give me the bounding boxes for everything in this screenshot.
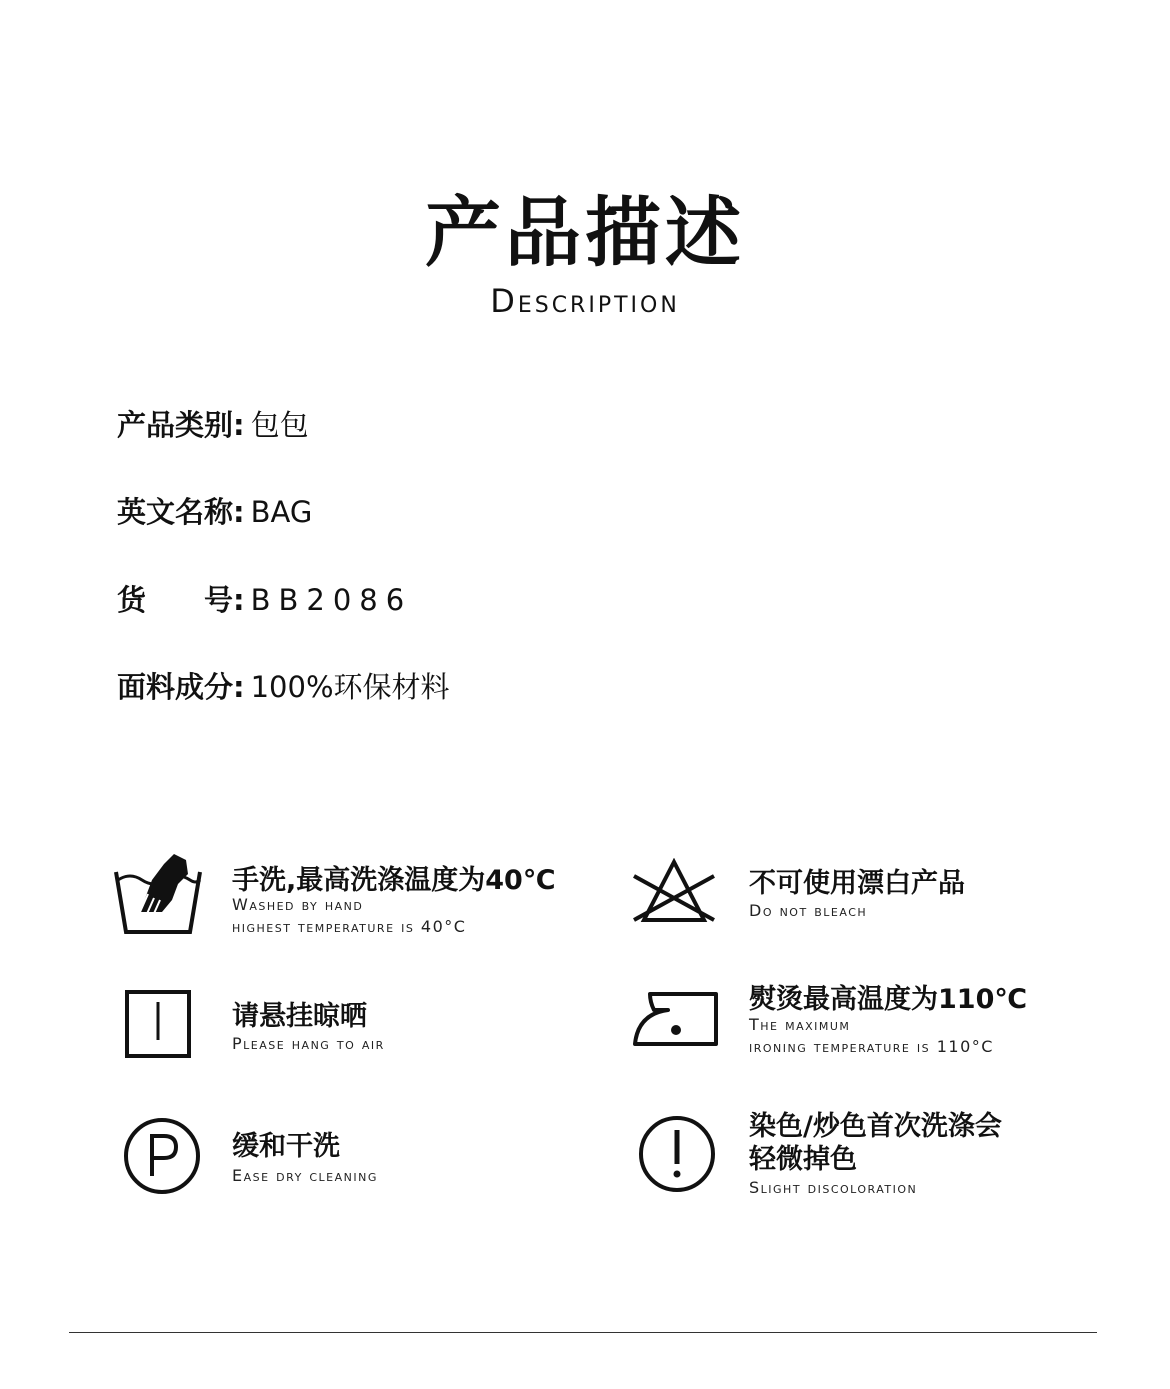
spec-row-category (117, 403, 309, 444)
spec-value: BAG (250, 495, 313, 529)
no-bleach-icon (630, 858, 718, 924)
care-subtitle: Please hang to air (232, 1034, 385, 1053)
spec-value: BB2086 (250, 583, 413, 617)
care-title: 熨烫最高温度为110℃ (749, 984, 1028, 1015)
caution-icon (637, 1114, 717, 1194)
spec-label: 产品类别: (117, 408, 245, 442)
iron-icon (632, 990, 720, 1048)
spec-row-item-number (117, 578, 412, 619)
care-title: 请悬挂晾晒 (232, 1001, 367, 1032)
care-subtitle: Slight discoloration (749, 1178, 918, 1197)
spec-label: 面料成分: (117, 670, 245, 704)
hang-dry-icon (125, 990, 191, 1058)
spec-value: 100%环保材料 (250, 670, 450, 704)
care-title: 缓和干洗 (232, 1131, 340, 1162)
spec-row-english-name (117, 490, 312, 531)
care-subtitle: The maximum (749, 1015, 851, 1034)
care-subtitle: Washed by hand (232, 895, 364, 914)
spec-value: 包包 (250, 408, 309, 442)
care-subtitle: Ease dry cleaning (232, 1166, 378, 1185)
spec-label: 货 号: (117, 583, 245, 617)
page-title-cn: 产品描述 (425, 188, 745, 277)
care-subtitle: Do not bleach (749, 901, 868, 920)
care-subtitle: ironing temperature is 110°C (749, 1037, 994, 1056)
bottom-divider (69, 1332, 1097, 1333)
care-title: 不可使用漂白产品 (749, 868, 965, 899)
care-title: 染色/炒色首次洗涤会 (749, 1111, 1002, 1142)
care-subtitle: highest temperature is 40°C (232, 917, 467, 936)
hand-wash-icon (112, 850, 202, 936)
care-title: 手洗,最高洗涤温度为40℃ (232, 865, 556, 896)
page-title-en: Description (490, 282, 680, 320)
spec-row-material (117, 665, 450, 706)
spec-label: 英文名称: (117, 495, 245, 529)
care-title-line-2: 轻微掉色 (749, 1144, 857, 1175)
dry-clean-icon (122, 1116, 202, 1196)
